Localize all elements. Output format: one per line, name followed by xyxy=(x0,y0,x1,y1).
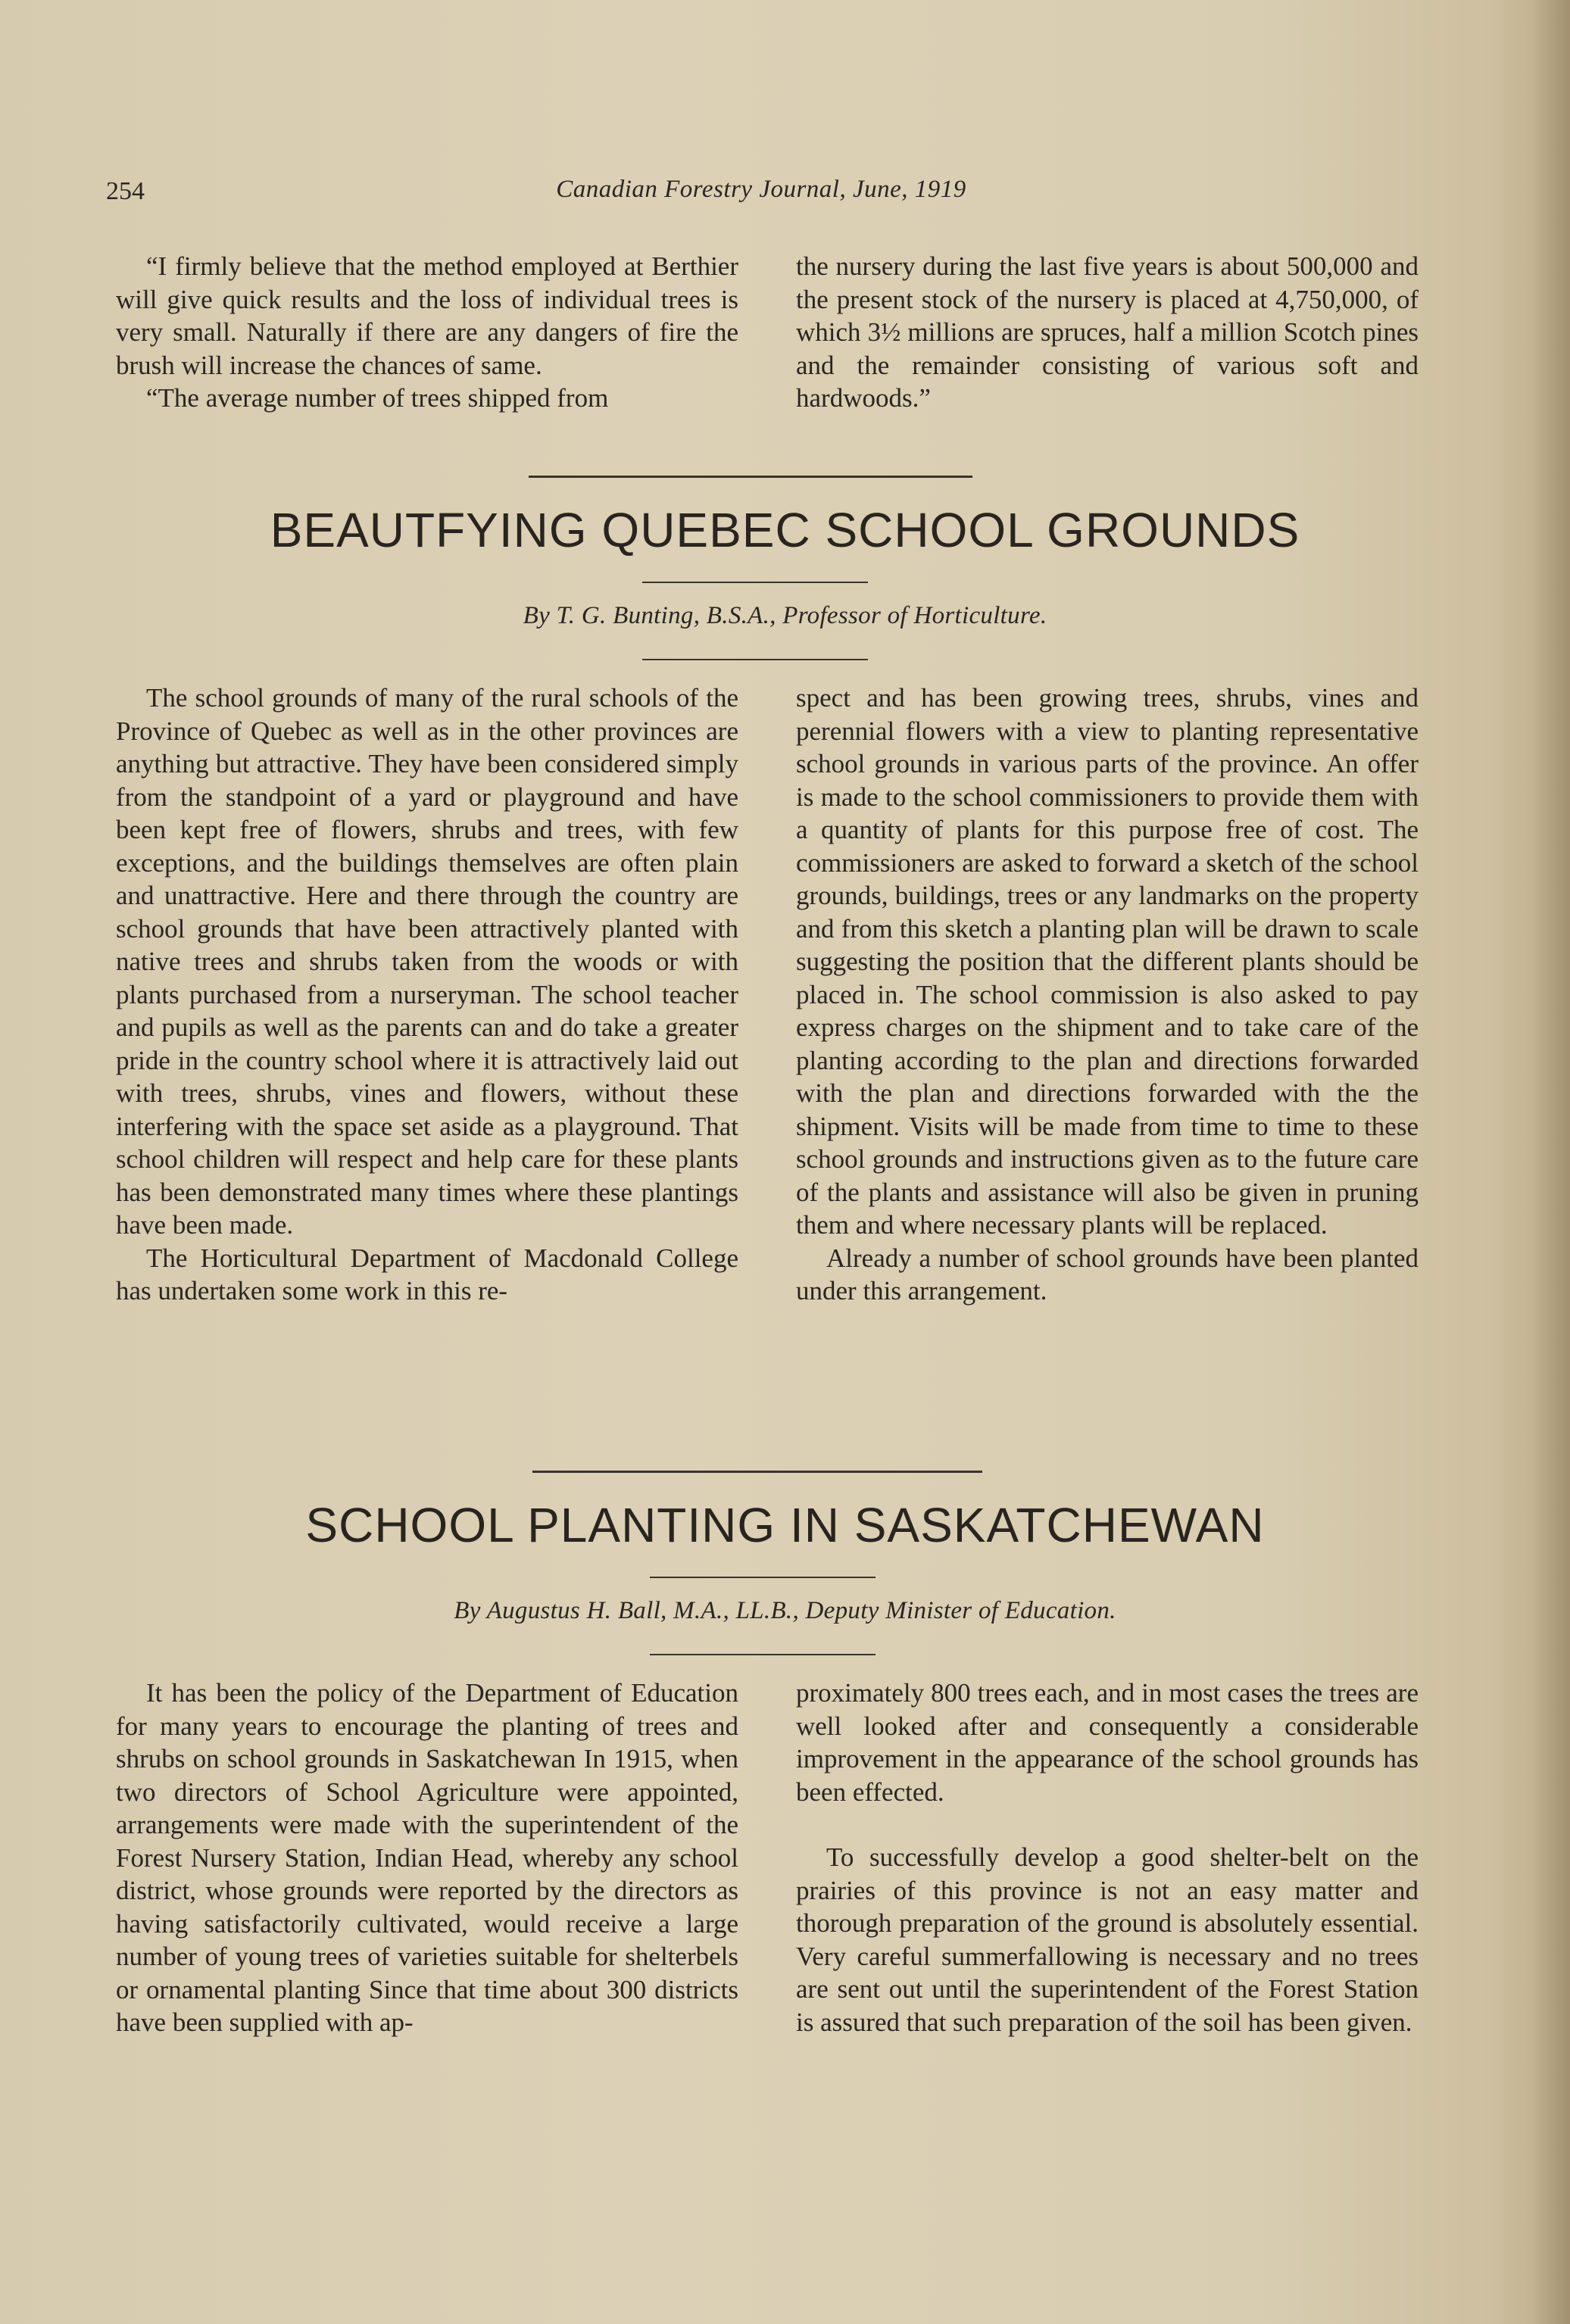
title-underline xyxy=(642,582,868,583)
continued-left-column xyxy=(116,250,738,415)
paragraph: The school grounds of many of the rural schools of the Province of Quebec as well as in the other provinces are anything but attractive. They have been considered simply from the standpoint of a yard or playground and have been kept free of flowers, shrubs and trees, with few exceptions, and the buildings themselves are often plain and unattractive. Here and there through the country are school grounds that have been attractively planted with native trees and shrubs taken from the woods or with plants purchased from a nurseryman. The school teacher and pupils as well as the parents can and do take a greater pride in the country school where it is attractively laid out with trees, shrubs, vines and flowers, without these interfering with the space set aside as a playground. That school children will respect and help care for these plants has been demonstrated many times where these plantings have been made. xyxy=(116,683,738,1240)
quebec-left-column xyxy=(116,682,738,1308)
saskatchewan-right-column xyxy=(796,1677,1419,2039)
article-body-saskatchewan xyxy=(116,1677,1419,2039)
continued-text xyxy=(116,250,1419,415)
article-body-quebec xyxy=(116,682,1419,1308)
title-underline xyxy=(650,1577,876,1578)
paragraph: “The average number of trees shipped from xyxy=(146,383,609,413)
byline-underline xyxy=(642,659,868,660)
section-divider xyxy=(529,476,972,478)
paragraph: spect and has been growing trees, shrubs, vines and perennial flowers with a view to planting representative school grounds in various parts of the province. An offer is made to the school commissioners to provide them with a quantity of plants for this purpose free of cost. The commissioners are asked to forward a sketch of the school grounds, buildings, trees or any landmarks on the property and from this sketch a planting plan will be drawn to scale suggesting the position that the different plants should be placed in. The school commission is also asked to pay express charges on the shipment and to take care of the planting according to the plan and directions forwarded with the plan and directions forwarded with the the shipment. Visits will be made from time to time to these school grounds and instructions given as to the future care of the plants and assistance will also be given in pruning them and where necessary plants will be replaced. xyxy=(796,683,1419,1240)
paragraph: To successfully develop a good shelter-belt on the prairies of this province is not an easy matter and thorough preparation of the ground is absolutely essential. Very careful summerfallowing is necessary and no trees are sent out until the superintendent of the Forest Station is assured that such preparation of the soil has been given. xyxy=(796,1842,1419,2037)
article-title-quebec: BEAUTFYING QUEBEC SCHOOL GROUNDS xyxy=(270,503,1300,557)
article-title-saskatchewan: SCHOOL PLANTING IN SASKATCHEWAN xyxy=(305,1498,1265,1552)
page-number: 254 xyxy=(106,177,145,205)
paragraph: the nursery during the last five years is about 500,000 and the present stock of the nursery is placed at 4,750,000, of which 3½ millions are spruces, half a million Scotch pines and the remainder consisting of various soft and hardwoods.” xyxy=(796,251,1419,413)
paragraph: “I firmly believe that the method employed at Berthier will give quick results and the loss of individual trees is very small. Naturally if there are any dangers of fire the brush will increase the chances of same. xyxy=(116,251,738,380)
byline-ball: By Augustus H. Ball, M.A., LL.B., Deputy Minister of Education. xyxy=(454,1597,1116,1624)
paragraph: The Horticultural Department of Macdonald College has undertaken some work in this re- xyxy=(116,1243,738,1305)
section-divider xyxy=(532,1471,982,1473)
paragraph: proximately 800 trees each, and in most cases the trees are well looked after and consequently a considerable improvement in the appearance of the school grounds has been effected. xyxy=(796,1678,1419,1807)
running-head: Canadian Forestry Journal, June, 1919 xyxy=(556,176,966,203)
page-header xyxy=(106,176,1416,214)
continued-right-column xyxy=(796,250,1419,415)
paragraph: Already a number of school grounds have been planted under this arrangement. xyxy=(796,1243,1419,1305)
quebec-right-column xyxy=(796,682,1419,1308)
byline-bunting: By T. G. Bunting, B.S.A., Professor of Horticulture. xyxy=(523,602,1047,629)
paragraph: It has been the policy of the Department of Education for many years to encourage the planting of trees and shrubs on school grounds in Saskatchewan In 1915, when two directors of School Agriculture were appointed, arrangements were made with the superintendent of the Forest Nursery Station, Indian Head, whereby any school district, whose grounds were reported by the directors as having satisfactorily cultivated, would receive a large number of young trees of varieties suitable for shelterbels or ornamental planting Since that time about 300 districts have been supplied with ap- xyxy=(116,1678,738,2037)
saskatchewan-left-column xyxy=(116,1677,738,2039)
byline-underline xyxy=(650,1654,876,1655)
